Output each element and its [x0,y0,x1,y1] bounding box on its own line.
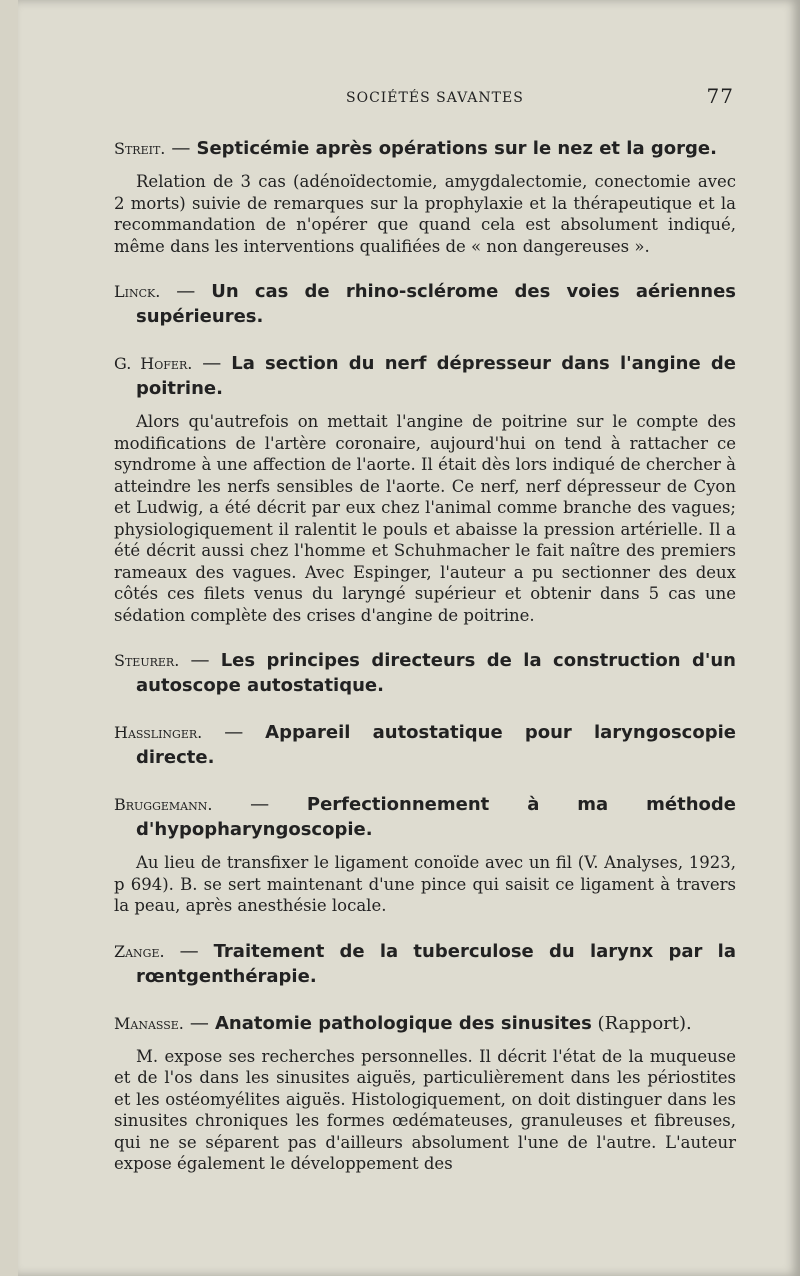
entry-author: Hasslinger. [114,723,203,742]
entry-author: Bruggemann. [114,795,213,814]
entry-heading [114,720,736,770]
entry-body: Alors qu'autrefois on mettait l'angine de poitrine sur le compte des modifications de l'artère coronaire, aujourd'hui on tend à rattacher ce syndrome à une affection de l'aorte. Il était dès lors indiqué de chercher à atteindre les nerfs sensibles de l'aorte. Ce nerf, nerf dépresseur de Cyon et Ludwig, a été décrit par eux chez l'animal comme branche des vagues; physiologiquement il ralentit le pouls et abaisse la pression artérielle. Il a été décrit aussi chez l'homme et Schuhmacher le fait naître des premiers rameaux des vagues. Avec Espinger, l'auteur a pu sectionner des deux côtés ces filets venus du laryngé supérieur et obtenir dans 5 cas une sédation complète des crises d'angine de poitrine. [114,412,736,625]
running-title: SOCIÉTÉS SAVANTES [346,90,524,106]
entry-author: Zange. [114,941,165,961]
entry-separator: — [160,280,212,302]
entry-heading [114,1011,736,1036]
entry-linck [114,279,736,329]
entry-hofer [114,351,736,626]
entry-body: Relation de 3 cas (adénoïdectomie, amygdalectomie, conectomie avec 2 morts) suivie de remarques sur la prophylaxie et la thérapeutique et la recommandation de n'opérer que quand cela est absolument indiqué, même dans les interventions qualifiées de « non dangereuses ». [114,172,736,256]
entry-title: Traitement de la tuberculose du larynx par la rœntgenthérapie. [136,940,736,987]
entry-title: La section du nerf dépresseur dans l'angine de poitrine. [136,353,736,399]
entry-streit [114,136,736,257]
entry-bruggemann [114,792,736,917]
entry-title-tail: (Rapport). [591,1012,692,1034]
entry-author: Manasse. [114,1013,184,1033]
entry-body: M. expose ses recherches personnelles. Il décrit l'état de la muqueuse et de l'os dans les sinusites aiguës, particulièrement dans les périostites et les ostéomyélites aiguës. Histologiquement, on doit distinguer dans les sinusites chroniques les formes œdémateuses, granuleuses et fibreuses, qui ne se séparent pas d'ailleurs absolument l'une de l'autre. L'auteur expose également le développement des [114,1046,736,1173]
entry-author: G. Hofer. [114,354,193,373]
entry-title: Un cas de rhino-sclérome des voies aériennes supérieures. [136,281,736,327]
entry-heading [114,939,736,989]
entry-author: Linck. [114,282,161,301]
entry-title: Anatomie pathologique des sinusites [214,1012,592,1034]
entry-separator: — [212,793,307,815]
running-head [114,82,736,114]
entry-heading [114,279,736,329]
entry-separator: — [183,1011,215,1034]
entry-manasse [114,1011,736,1175]
entry-author: Streit. [114,139,166,158]
entry-title: Septicémie après opérations sur le nez et la gorge. [196,138,717,159]
entry-separator: — [164,939,214,962]
entry-separator: — [202,721,266,743]
entry-title: Appareil autostatique pour laryngoscopie directe. [136,722,736,768]
entry-heading [114,136,736,161]
entry-heading [114,351,736,401]
book-page [18,0,800,1276]
page-content [114,82,736,1175]
entry-heading [114,648,736,698]
entry-heading [114,792,736,842]
entry-author: Steurer. [114,651,180,670]
entry-separator: — [192,352,232,374]
entry-title: Les principes directeurs de la construction d'un autoscope autostatique. [136,650,736,696]
entry-zange [114,939,736,989]
entry-hasslinger [114,720,736,770]
entry-title: Perfectionnement à ma méthode d'hypopharyngoscopie. [136,794,736,840]
entry-steurer [114,648,736,698]
entry-separator: — [179,649,221,671]
page-number: 77 [706,84,734,108]
entry-separator: — [165,137,197,159]
entry-body: Au lieu de transfixer le ligament conoïde avec un fil (V. Analyses, 1923, p 694). B. se sert maintenant d'une pince qui saisit ce ligament à travers la peau, après anesthésie locale. [114,853,736,915]
